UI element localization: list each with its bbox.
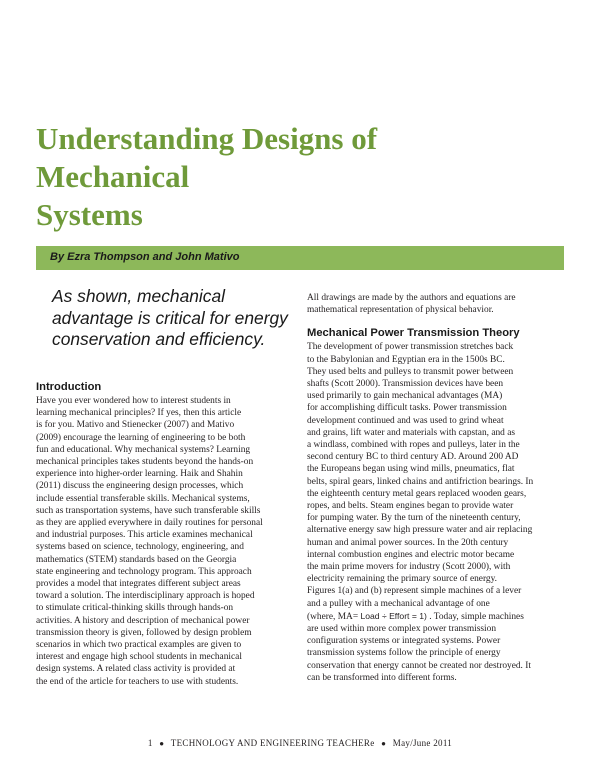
text-line: All drawings are made by the authors and equations are (307, 293, 516, 303)
power-transmission-body-end (307, 623, 569, 684)
text-line: the eighteenth century metal gears replaced wooden gears, (307, 488, 527, 499)
pull-quote (52, 286, 297, 351)
byline-bar (36, 246, 564, 270)
text-line: transmission theory is given, followed by design problem (36, 627, 252, 638)
issue-date: May/June 2011 (392, 738, 453, 748)
text-line: toward a solution. The interdisciplinary approach is hoped (36, 591, 255, 602)
text-line: for accomplishing difficult tasks. Power transmission (307, 403, 507, 414)
text-line: Have you ever wondered how to interest students in (36, 396, 231, 406)
text-line: alternative energy saw high pressure water and air replacing (307, 525, 533, 536)
text-line: shafts (Scott 2000). Transmission devices have been (307, 379, 504, 390)
text-line: scenarios in which two practical examples are given to (36, 640, 242, 651)
text-line: ropes, and belts. Steam engines began to provide water (307, 501, 514, 512)
text-line: a windlass, combined with ropes and pulleys, later in the (307, 440, 520, 451)
text-line: The development of power transmission stretches back (307, 342, 514, 353)
text-line: Figures 1(a) and (b) represent simple machines of a lever (307, 586, 522, 597)
text-line: second century BC to third century AD. Around 200 AD (307, 452, 519, 463)
text-line: are used within more complex power transmission (307, 624, 497, 635)
text-line: design systems. A related class activity is provided at (36, 664, 236, 675)
power-transmission-body (307, 341, 569, 609)
pull-quote-line: conservation and efficiency. (52, 329, 266, 349)
text-line: and a pulley with a mechanical advantage of one (307, 598, 490, 609)
text-line: is for you. Mativo and Stienecker (2007) and Mativo (36, 420, 235, 431)
text-line: human and animal power sources. In the 20th century (307, 537, 509, 548)
text-line: mechanical principles takes students beyond the hands-on (36, 457, 254, 468)
formula-prefix: (where, MA= (307, 611, 359, 622)
text-line: (2011) discuss the engineering design processes, which (36, 481, 244, 492)
bullet-icon: ● (381, 739, 387, 748)
byline: By Ezra Thompson and John Mativo (50, 251, 240, 263)
text-line: for pumping water. By the turn of the nineteenth century, (307, 513, 521, 524)
formula-line (307, 610, 569, 623)
page-number: 1 (147, 738, 153, 748)
text-line: provides a model that integrates different subject areas (36, 579, 241, 590)
text-line: experience into higher-order learning. Haik and Shahin (36, 469, 243, 480)
text-line: development continued and was used to grind wheat (307, 415, 504, 426)
text-line: state engineering and technology program. This approach (36, 566, 252, 577)
text-line: and industrial purposes. This article examines mechanical (36, 530, 253, 541)
text-line: learning mechanical principles? If yes, then this article (36, 408, 242, 419)
text-line: can be transformed into different forms. (307, 672, 457, 683)
bullet-icon: ● (159, 739, 165, 748)
pull-quote-line: As shown, mechanical (52, 286, 226, 306)
article-title-line: Systems (36, 197, 143, 232)
page-footer (0, 738, 600, 748)
text-line: fun and educational. Why mechanical systems? Learning (36, 444, 251, 455)
text-line: to the Babylonian and Egyptian era in the 1500s BC. (307, 354, 505, 365)
right-column (307, 292, 569, 684)
article-title-line: Understanding Designs of Mechanical (36, 121, 378, 194)
text-line: the main prime movers for industry (Scott 2000), with (307, 562, 511, 573)
text-line: to stimulate critical-thinking skills through hands-on (36, 603, 234, 614)
drawings-note (307, 292, 569, 316)
text-line: systems based on science, technology, engineering, and (36, 542, 244, 553)
text-line: as they are applied everywhere in daily routines for personal (36, 518, 263, 529)
power-transmission-heading: Mechanical Power Transmission Theory (307, 327, 520, 340)
left-column (36, 380, 298, 688)
text-line: the Europeans began using wind mills, pneumatics, flat (307, 464, 515, 475)
text-line: belts, spiral gears, linked chains and antifriction bearings. In (307, 476, 534, 487)
text-line: the end of the article for teachers to use with students. (36, 676, 239, 687)
text-line: configuration systems or integrated systems. Power (307, 636, 501, 647)
text-line: They used belts and pulleys to transmit power between (307, 366, 514, 377)
journal-name: TECHNOLOGY AND ENGINEERING TEACHERe (170, 738, 375, 748)
text-line: such as transportation systems, have such transferable skills (36, 505, 261, 516)
introduction-body (36, 395, 298, 688)
text-line: mathematical representation of physical behavior. (307, 305, 494, 316)
text-line: used primarily to gain mechanical advantages (MA) (307, 391, 503, 402)
text-line: conservation that energy cannot be created nor destroyed. It (307, 660, 531, 671)
text-line: transmission systems follow the principle of energy (307, 648, 501, 659)
text-line: electricity remaining the primary source of energy. (307, 574, 498, 585)
text-line: interest and engage high school students in mechanical (36, 652, 242, 663)
article-title (36, 120, 536, 234)
text-line: (2009) encourage the learning of engineering to be both (36, 432, 246, 443)
text-line: and grains, lift water and materials with capstan, and as (307, 427, 516, 438)
introduction-heading: Introduction (36, 381, 102, 393)
text-line: activities. A history and description of mechanical power (36, 615, 250, 626)
text-line: include essential transferable skills. Mechanical systems, (36, 493, 250, 504)
text-line: mathematics (STEM) standards based on the Georgia (36, 554, 237, 565)
text-line: internal combustion engines and electric motor became (307, 549, 515, 560)
formula: Load ÷ Effort = 1) (360, 610, 427, 621)
formula-suffix: . Today, simple machines (429, 611, 524, 622)
pull-quote-line: advantage is critical for energy (52, 307, 288, 328)
